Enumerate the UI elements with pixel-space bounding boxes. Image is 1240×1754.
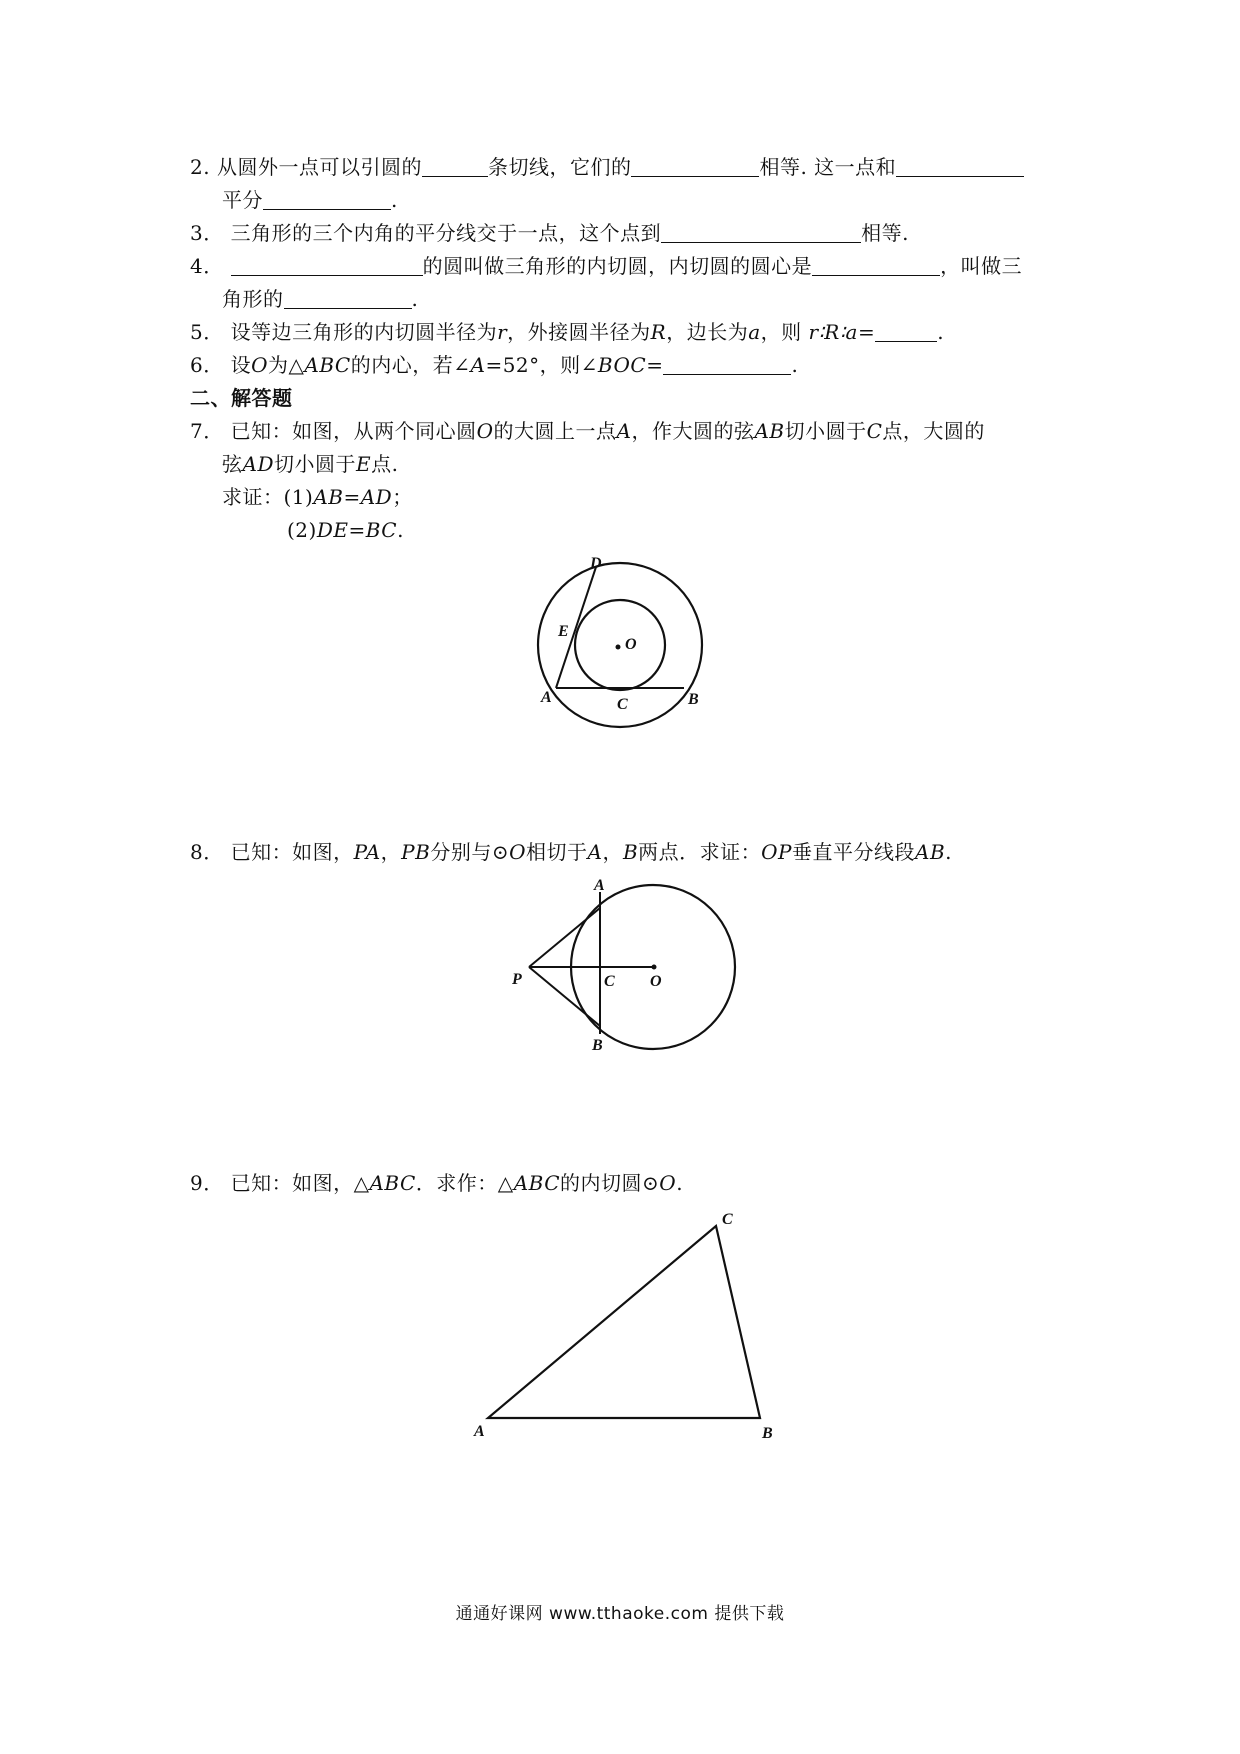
triangle-abc <box>488 1226 760 1418</box>
label-a: A <box>594 877 605 894</box>
question-7-prove-1: 求证：(1)AB=AD； <box>222 485 413 509</box>
question-number: 6． <box>190 353 224 377</box>
page-footer: 通通好课网 www.tthaoke.com 提供下载 <box>455 1604 785 1624</box>
section-heading: 二、解答题 <box>190 386 293 410</box>
question-5: 5． 设等边三角形的内切圆半径为r，外接圆半径为R，边长为a，则 r∶R∶a= . <box>190 320 945 344</box>
label-b: B <box>592 1037 603 1054</box>
question-number: 7． <box>190 419 224 443</box>
label-c: C <box>604 973 615 990</box>
question-4-line-2: 角形的 . <box>222 287 419 311</box>
question-2-line-2: 平分 . <box>222 188 398 212</box>
question-6: 6． 设O为△ABC的内心，若∠A=52°，则∠BOC= . <box>190 353 799 377</box>
label-o: O <box>650 973 662 990</box>
question-number: 8． <box>190 840 224 864</box>
question-9: 9． 已知：如图，△ABC．求作：△ABC的内切圆⊙O. <box>190 1171 684 1195</box>
question-3: 3． 三角形的三个内角的平分线交于一点，这个点到 相等. <box>190 221 909 245</box>
label-a: A <box>541 689 552 706</box>
question-7-line-1: 7． 已知：如图，从两个同心圆O的大圆上一点A，作大圆的弦AB切小圆于C点，大圆的 <box>190 419 985 443</box>
label-c: C <box>722 1211 733 1228</box>
question-number: 2. <box>190 155 211 179</box>
question-7-line-2: 弦AD切小圆于E点. <box>222 452 399 476</box>
label-b: B <box>688 691 699 708</box>
label-o: O <box>625 636 637 653</box>
label-d: D <box>590 555 602 572</box>
label-b: B <box>762 1425 773 1442</box>
question-2-line-1: 2. 从圆外一点可以引圆的 条切线，它们的 相等. 这一点和 <box>190 155 1024 179</box>
question-number: 4． <box>190 254 224 278</box>
question-8: 8． 已知：如图，PA，PB分别与⊙O相切于A，B两点．求证：OP垂直平分线段AB. <box>190 840 953 864</box>
question-number: 5． <box>190 320 224 344</box>
question-number: 9． <box>190 1171 224 1195</box>
label-a: A <box>474 1423 485 1440</box>
question-number: 3． <box>190 221 224 245</box>
label-e: E <box>558 623 569 640</box>
label-p: P <box>512 971 522 988</box>
question-4-line-1: 4． 的圆叫做三角形的内切圆，内切圆的圆心是 ，叫做三 <box>190 254 1023 278</box>
question-7-prove-2: (2)DE=BC. <box>287 518 404 542</box>
label-c: C <box>617 696 628 713</box>
